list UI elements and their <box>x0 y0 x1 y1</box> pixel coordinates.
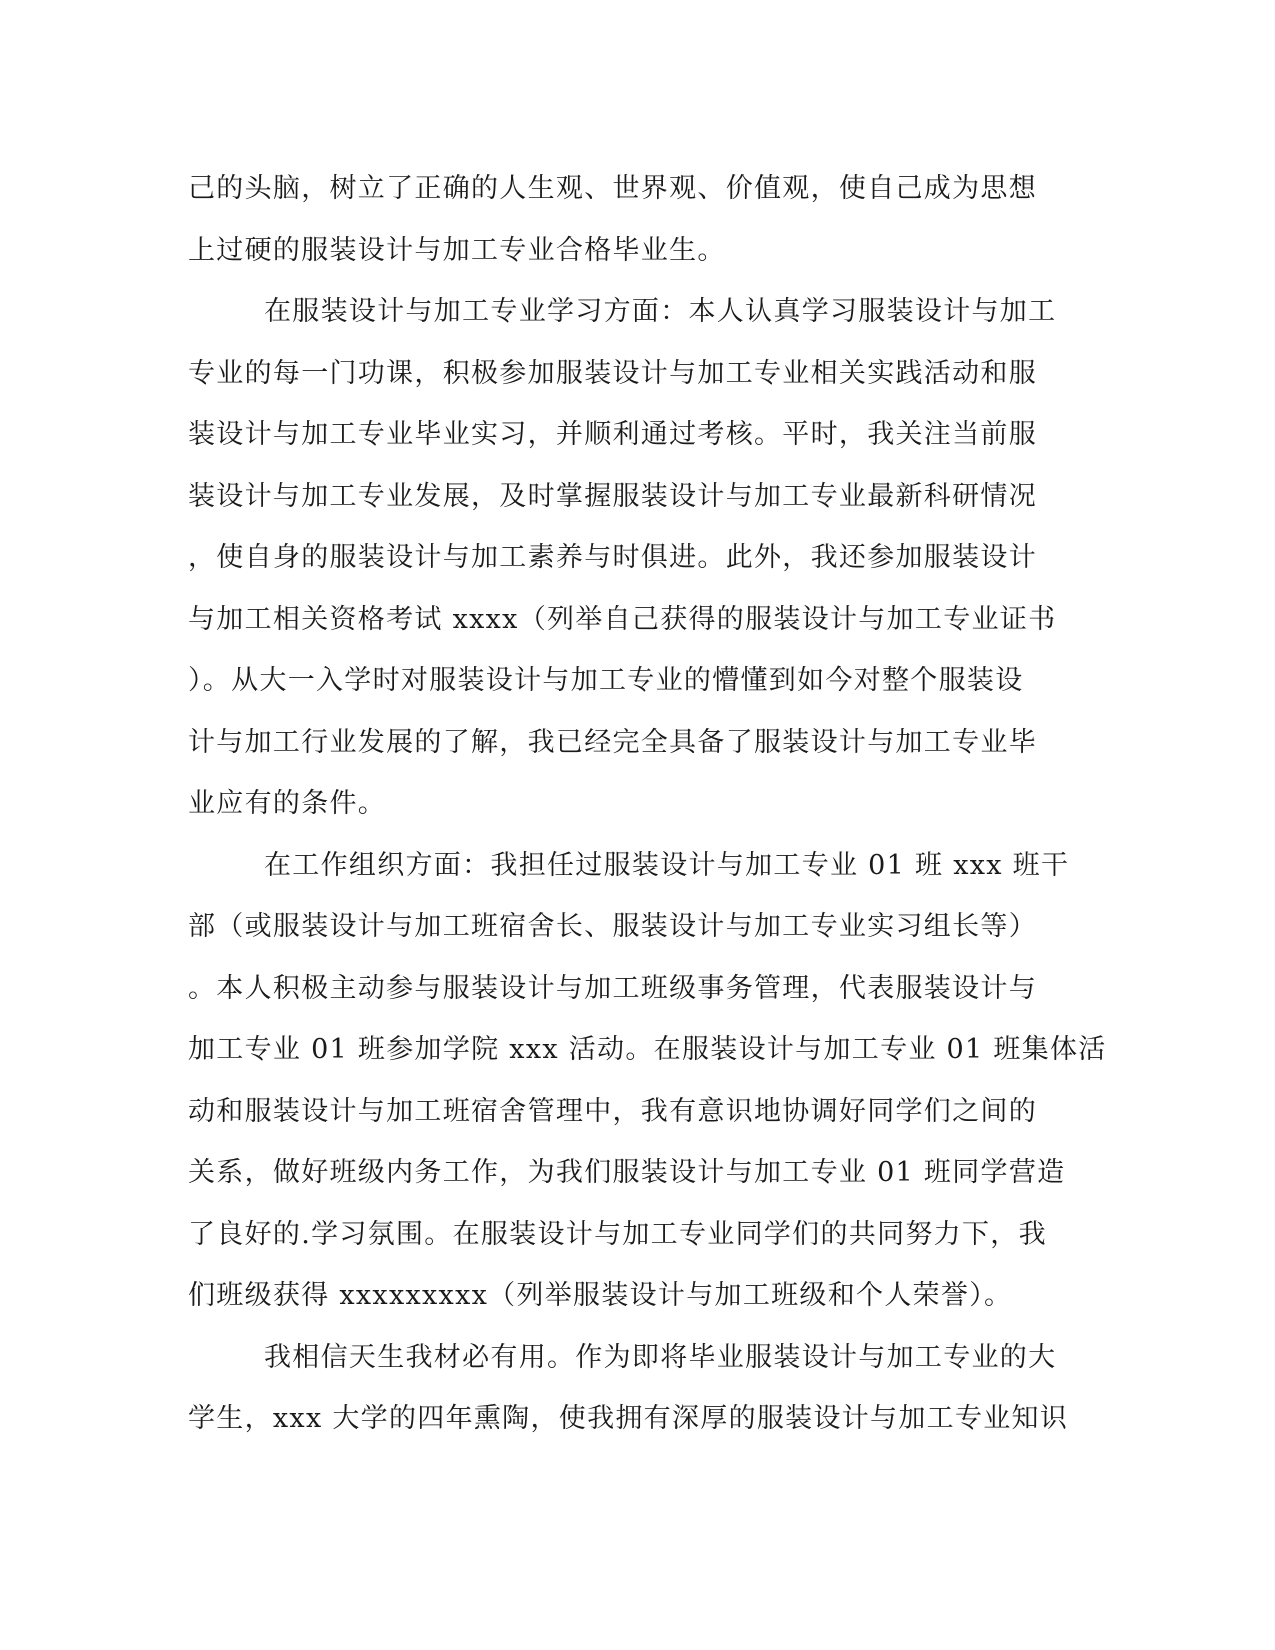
text-line: 在工作组织方面：我担任过服装设计与加工专业 01 班 xxx 班干 <box>264 849 1070 881</box>
text-line: 己的头脑，树立了正确的人生观、世界观、价值观，使自己成为思想 <box>188 173 1037 204</box>
paragraph-conclusion <box>188 1327 1088 1450</box>
text-line: 计与加工行业发展的了解，我已经完全具备了服装设计与加工专业毕 <box>188 726 1037 758</box>
text-line: 们班级获得 xxxxxxxxx（列举服装设计与加工班级和个人荣誉）。 <box>188 1280 1013 1311</box>
text-line: 业应有的条件。 <box>188 788 387 819</box>
paragraph-study <box>188 281 1088 835</box>
text-line: 关系，做好班级内务工作，为我们服装设计与加工专业 01 班同学营造 <box>188 1157 1066 1188</box>
text-line: 专业的每一门功课，积极参加服装设计与加工专业相关实践活动和服 <box>188 357 1037 389</box>
text-line: 装设计与加工专业毕业实习，并顺利通过考核。平时，我关注当前服 <box>188 419 1037 450</box>
text-line: 装设计与加工专业发展，及时掌握服装设计与加工专业最新科研情况 <box>188 480 1037 512</box>
text-line: 我相信天生我材必有用。作为即将毕业服装设计与加工专业的大 <box>264 1341 1057 1373</box>
text-line: 动和服装设计与加工班宿舍管理中，我有意识地协调好同学们之间的 <box>188 1095 1037 1127</box>
text-line: 学生，xxx 大学的四年熏陶，使我拥有深厚的服装设计与加工专业知识 <box>188 1403 1069 1434</box>
text-line: 。本人积极主动参与服装设计与加工班级事务管理，代表服装设计与 <box>188 972 1037 1004</box>
paragraph-work <box>188 835 1107 1327</box>
text-line: ）。从大一入学时对服装设计与加工专业的懵懂到如今对整个服装设 <box>188 665 1024 696</box>
body-text <box>188 158 1107 1450</box>
text-line: 上过硬的服装设计与加工专业合格毕业生。 <box>188 234 726 266</box>
text-line: 在服装设计与加工专业学习方面：本人认真学习服装设计与加工 <box>264 296 1057 327</box>
text-line: 了良好的.学习氛围。在服装设计与加工专业同学们的共同努力下，我 <box>188 1218 1047 1250</box>
text-line: 加工专业 01 班参加学院 xxx 活动。在服装设计与加工专业 01 班集体活 <box>188 1034 1107 1065</box>
text-line: 部（或服装设计与加工班宿舍长、服装设计与加工专业实习组长等） <box>188 911 1037 942</box>
text-line: 与加工相关资格考试 xxxx（列举自己获得的服装设计与加工专业证书 <box>188 603 1057 635</box>
text-line: ，使自身的服装设计与加工素养与时俱进。此外，我还参加服装设计 <box>188 542 1037 573</box>
paragraph-continuation <box>188 158 1088 281</box>
